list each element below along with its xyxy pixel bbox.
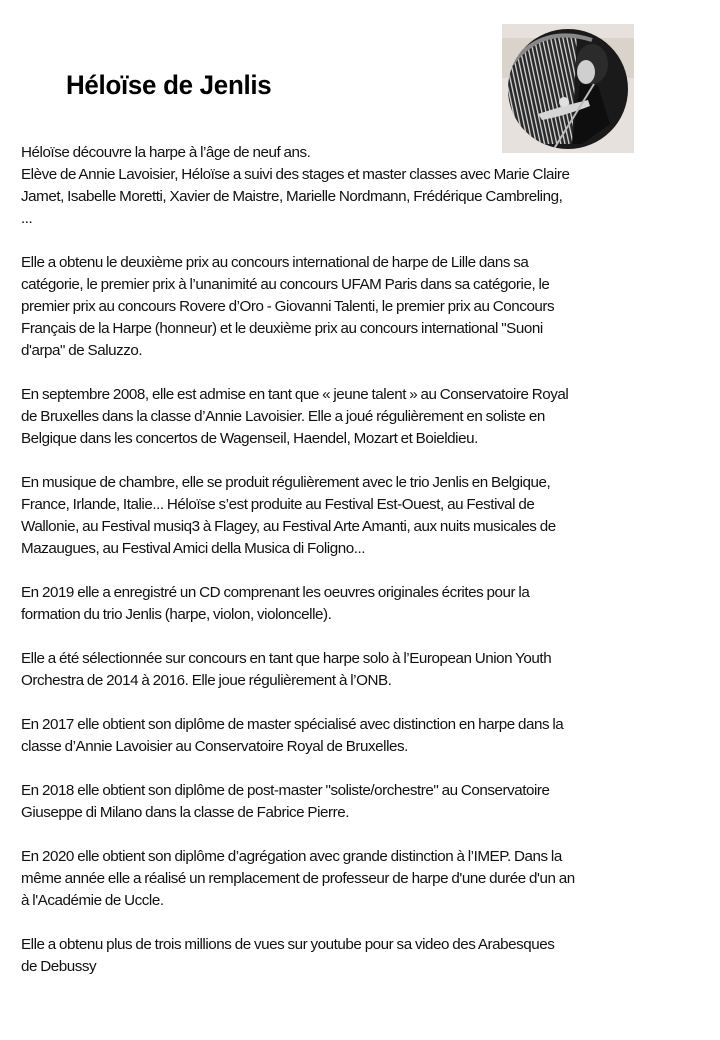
- portrait-photo-harpist-icon: [502, 24, 634, 153]
- bio-paragraph: En musique de chambre, elle se produit régulièrement avec le trio Jenlis en Belgique, France, Irlande, Italie... Héloïse s’est produite au Festival Est-Ouest, au Festival de Wallonie, au Festival musiq3 à Flagey, au Festival Arte Amanti, aux nuits musicales de Mazaugues, au Festival Amici della Musica di Foligno...: [21, 474, 556, 557]
- bio-paragraph: Elle a obtenu le deuxième prix au concours international de harpe de Lille dans sa catégorie, le premier prix à l’unanimité au concours UFAM Paris dans sa catégorie, le premier prix au concours Rovere d’Oro - Giovanni Talenti, le premier prix au Concours Français de la Harpe (honneur) et le deuxième prix au concours international "Suoni d'arpa" de Saluzzo.: [21, 254, 555, 359]
- bio-paragraph: En 2017 elle obtient son diplôme de master spécialisé avec distinction en harpe dans la classe d’Annie Lavoisier au Conservatoire Royal de Bruxelles.: [21, 716, 564, 755]
- bio-paragraph: En 2018 elle obtient son diplôme de post-master "soliste/orchestre" au Conservatoire Giuseppe di Milano dans la classe de Fabrice Pierre.: [21, 782, 550, 821]
- biography: [21, 142, 711, 1000]
- bio-paragraph: En 2020 elle obtient son diplôme d’agrégation avec grande distinction à l’IMEP. Dans la même année elle a réalisé un remplacement de professeur de harpe d'une durée d'un an à l'Académie de Uccle.: [21, 848, 575, 909]
- bio-paragraph: En septembre 2008, elle est admise en tant que « jeune talent » au Conservatoire Royal de Bruxelles dans la classe d’Annie Lavoisier. Elle a joué régulièrement en soliste en Belgique dans les concertos de Wagenseil, Haendel, Mozart et Boieldieu.: [21, 386, 569, 447]
- bio-paragraph: Elle a été sélectionnée sur concours en tant que harpe solo à l’European Union Youth Orchestra de 2014 à 2016. Elle joue régulièrement à l’ONB.: [21, 650, 552, 689]
- page-title: Héloïse de Jenlis: [66, 70, 272, 100]
- bio-paragraph: Héloïse découvre la harpe à l’âge de neuf ans. Elève de Annie Lavoisier, Héloïse a suivi des stages et master classes avec Marie Claire Jamet, Isabelle Moretti, Xavier de Maistre, Marielle Nordmann, Frédérique Cambreling, ...: [21, 144, 570, 227]
- bio-paragraph: En 2019 elle a enregistré un CD comprenant les oeuvres originales écrites pour la formation du trio Jenlis (harpe, violon, violoncelle).: [21, 584, 530, 623]
- portrait-photo: [502, 24, 634, 153]
- bio-paragraph: Elle a obtenu plus de trois millions de vues sur youtube pour sa video des Arabesques de Debussy: [21, 936, 555, 975]
